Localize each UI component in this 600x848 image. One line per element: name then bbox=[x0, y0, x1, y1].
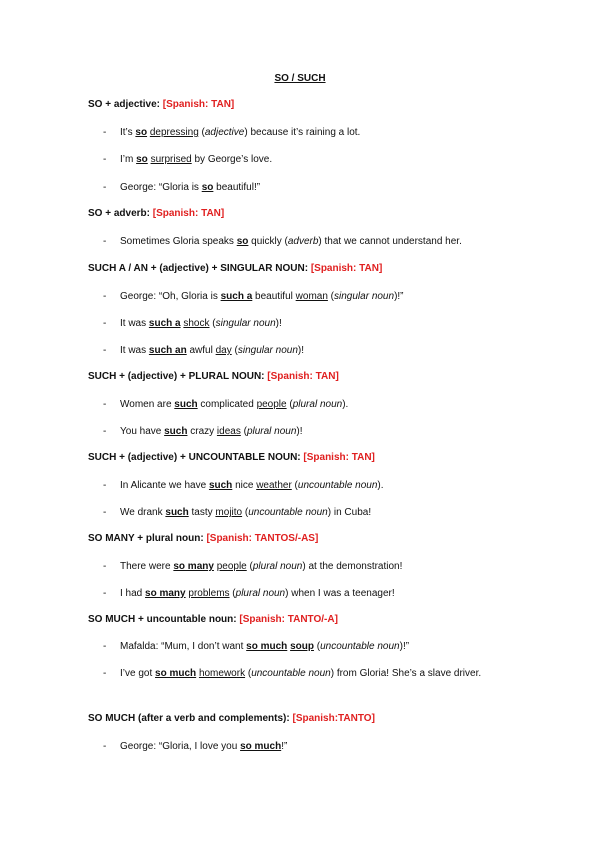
spanish-translation: [Spanish: TAN] bbox=[303, 452, 375, 463]
dash-bullet: - bbox=[103, 641, 107, 652]
section-heading bbox=[88, 713, 375, 725]
sentence-text: I had bbox=[120, 588, 146, 599]
sentence-text: !” bbox=[281, 741, 288, 752]
section-heading bbox=[88, 614, 338, 626]
sentence-text: crazy bbox=[187, 426, 217, 437]
sentence-text: There were bbox=[120, 561, 174, 572]
sentence-text: quickly ( bbox=[248, 236, 288, 247]
highlighted-word: such bbox=[165, 507, 189, 518]
sentence-text: )! bbox=[296, 426, 303, 437]
highlighted-word: so bbox=[201, 182, 214, 193]
grammar-note: uncountable noun bbox=[297, 480, 378, 491]
sentence-text: nice bbox=[232, 480, 257, 491]
sentence-text: ). bbox=[342, 399, 349, 410]
highlighted-word: such a bbox=[148, 318, 181, 329]
highlighted-word: so much bbox=[246, 641, 288, 652]
grammar-note: adverb bbox=[287, 236, 319, 247]
highlighted-word: so many bbox=[173, 561, 214, 572]
grammar-note: plural noun bbox=[246, 426, 297, 437]
example-sentence bbox=[120, 398, 520, 412]
section-heading-label: SUCH A / AN + (adjective) + SINGULAR NOUN: bbox=[88, 263, 309, 274]
dash-bullet: - bbox=[103, 741, 107, 752]
sentence-text: Women are bbox=[120, 399, 175, 410]
sentence-text: ) because it’s raining a lot. bbox=[244, 127, 361, 138]
grammar-note: plural noun bbox=[235, 588, 286, 599]
example-sentence bbox=[120, 181, 520, 195]
sentence-text: ( bbox=[291, 480, 298, 491]
dash-bullet: - bbox=[103, 507, 107, 518]
dash-bullet: - bbox=[103, 588, 107, 599]
spanish-translation: [Spanish: TANTO/-A] bbox=[239, 614, 338, 625]
spanish-translation: [Spanish:TANTO] bbox=[292, 713, 375, 724]
highlighted-word: such bbox=[164, 426, 188, 437]
sentence-text: ) from Gloria! She’s a slave driver. bbox=[330, 668, 482, 679]
dash-bullet: - bbox=[103, 426, 107, 437]
sentence-text: )! bbox=[275, 318, 282, 329]
dash-bullet: - bbox=[103, 127, 107, 138]
example-sentence bbox=[120, 126, 520, 140]
highlighted-word: so bbox=[136, 154, 148, 165]
section-heading bbox=[88, 452, 375, 464]
sentence-text: tasty bbox=[188, 507, 216, 518]
sentence-text: )! bbox=[297, 345, 304, 356]
sentence-text: awful bbox=[186, 345, 216, 356]
sentence-text: complicated bbox=[197, 399, 257, 410]
sentence-text: ( bbox=[229, 588, 236, 599]
sentence-text: George: “Gloria is bbox=[120, 182, 202, 193]
grammar-note: adjective bbox=[204, 127, 245, 138]
example-sentence bbox=[120, 425, 520, 439]
dash-bullet: - bbox=[103, 318, 107, 329]
sentence-text: It was bbox=[120, 318, 149, 329]
sentence-text: beautiful!” bbox=[213, 182, 261, 193]
highlighted-word: such bbox=[208, 480, 233, 491]
sentence-text: It was bbox=[120, 345, 149, 356]
sentence-text: ) at the demonstration! bbox=[302, 561, 403, 572]
example-sentence bbox=[120, 560, 520, 574]
grammar-note: plural noun bbox=[252, 561, 303, 572]
grammar-note: uncountable noun bbox=[320, 641, 400, 652]
highlighted-word: people bbox=[216, 561, 247, 572]
section-heading-label: SO + adverb: bbox=[88, 208, 150, 219]
sentence-text: ( bbox=[245, 668, 252, 679]
sentence-text: )!” bbox=[394, 291, 404, 302]
sentence-text: ( bbox=[198, 127, 205, 138]
dash-bullet: - bbox=[103, 345, 107, 356]
sentence-text: I’m bbox=[120, 154, 137, 165]
highlighted-word: homework bbox=[198, 668, 246, 679]
highlighted-word: people bbox=[256, 399, 287, 410]
grammar-note: singular noun bbox=[334, 291, 395, 302]
highlighted-word: so bbox=[236, 236, 249, 247]
section-heading bbox=[88, 208, 224, 220]
sentence-text: by George’s love. bbox=[191, 154, 273, 165]
highlighted-word: woman bbox=[295, 291, 328, 302]
highlighted-word: such an bbox=[148, 345, 187, 356]
section-heading-label: SUCH + (adjective) + UNCOUNTABLE NOUN: bbox=[88, 452, 301, 463]
sentence-text: ( bbox=[246, 561, 253, 572]
sentence-text: ( bbox=[242, 507, 249, 518]
section-heading bbox=[88, 99, 234, 111]
highlighted-word: surprised bbox=[150, 154, 192, 165]
highlighted-word: shock bbox=[183, 318, 210, 329]
highlighted-word: weather bbox=[256, 480, 292, 491]
example-sentence bbox=[120, 506, 520, 520]
sentence-text: George: “Gloria, I love you bbox=[120, 741, 241, 752]
dash-bullet: - bbox=[103, 668, 107, 679]
dash-bullet: - bbox=[103, 236, 107, 247]
highlighted-word: soup bbox=[290, 641, 314, 652]
sentence-text: )!” bbox=[399, 641, 410, 652]
sentence-text: ( bbox=[313, 641, 321, 652]
grammar-note: singular noun bbox=[237, 345, 298, 356]
example-sentence bbox=[120, 640, 520, 654]
highlighted-word: depressing bbox=[149, 127, 199, 138]
sentence-text: ( bbox=[231, 345, 238, 356]
section-heading-label: SO + adjective: bbox=[88, 99, 160, 110]
sentence-text: Mafalda: “Mum, I don’t want bbox=[120, 641, 247, 652]
sentence-text: ) when I was a teenager! bbox=[285, 588, 395, 599]
sentence-text: ). bbox=[377, 480, 384, 491]
section-heading-label: SO MUCH (after a verb and complements): bbox=[88, 713, 290, 724]
highlighted-word: so much bbox=[240, 741, 282, 752]
grammar-note: singular noun bbox=[215, 318, 276, 329]
example-sentence bbox=[120, 290, 520, 304]
spanish-translation: [Spanish: TAN] bbox=[310, 263, 383, 274]
spanish-translation: [Spanish: TAN] bbox=[162, 99, 235, 110]
dash-bullet: - bbox=[103, 154, 107, 165]
page-title: SO / SUCH bbox=[274, 73, 326, 84]
highlighted-word: such bbox=[174, 399, 198, 410]
example-sentence bbox=[120, 479, 520, 493]
sentence-text: You have bbox=[120, 426, 165, 437]
sentence-text: In Alicante we have bbox=[120, 480, 209, 491]
highlighted-word: so much bbox=[155, 668, 197, 679]
sentence-text: It’s bbox=[120, 127, 136, 138]
example-sentence bbox=[120, 344, 520, 358]
section-heading bbox=[88, 263, 382, 275]
dash-bullet: - bbox=[103, 561, 107, 572]
grammar-note: uncountable noun bbox=[248, 507, 328, 518]
highlighted-word: problems bbox=[188, 588, 230, 599]
highlighted-word: so bbox=[135, 127, 148, 138]
dash-bullet: - bbox=[103, 480, 107, 491]
dash-bullet: - bbox=[103, 182, 107, 193]
highlighted-word: such a bbox=[220, 291, 253, 302]
highlighted-word: ideas bbox=[216, 426, 241, 437]
sentence-text: beautiful bbox=[252, 291, 296, 302]
sentence-text: We drank bbox=[120, 507, 166, 518]
sentence-text: Sometimes Gloria speaks bbox=[120, 236, 237, 247]
highlighted-word: day bbox=[215, 345, 232, 356]
spanish-translation: [Spanish: TAN] bbox=[267, 371, 339, 382]
example-sentence bbox=[120, 235, 520, 249]
sentence-text: I’ve got bbox=[120, 668, 156, 679]
sentence-text: George: “Oh, Gloria is bbox=[120, 291, 221, 302]
dash-bullet: - bbox=[103, 399, 107, 410]
spanish-translation: [Spanish: TANTOS/-AS] bbox=[206, 533, 319, 544]
highlighted-word: mojito bbox=[215, 507, 243, 518]
sentence-text: ( bbox=[327, 291, 335, 302]
dash-bullet: - bbox=[103, 291, 107, 302]
example-sentence bbox=[120, 317, 520, 331]
highlighted-word: so many bbox=[145, 588, 186, 599]
spanish-translation: [Spanish: TAN] bbox=[152, 208, 225, 219]
section-heading-label: SUCH + (adjective) + PLURAL NOUN: bbox=[88, 371, 265, 382]
example-sentence bbox=[120, 740, 520, 754]
sentence-text: ) in Cuba! bbox=[327, 507, 372, 518]
sentence-text: ) that we cannot understand her. bbox=[318, 236, 462, 247]
section-heading-label: SO MANY + plural noun: bbox=[88, 533, 204, 544]
section-heading-label: SO MUCH + uncountable noun: bbox=[88, 614, 237, 625]
example-sentence bbox=[120, 587, 520, 601]
section-heading bbox=[88, 533, 318, 545]
example-sentence bbox=[120, 667, 495, 681]
sentence-text: ( bbox=[286, 399, 293, 410]
section-heading bbox=[88, 371, 339, 383]
grammar-note: plural noun bbox=[292, 399, 343, 410]
example-sentence bbox=[120, 153, 520, 167]
sentence-text: ( bbox=[240, 426, 247, 437]
grammar-note: uncountable noun bbox=[251, 668, 331, 679]
sentence-text: ( bbox=[209, 318, 216, 329]
